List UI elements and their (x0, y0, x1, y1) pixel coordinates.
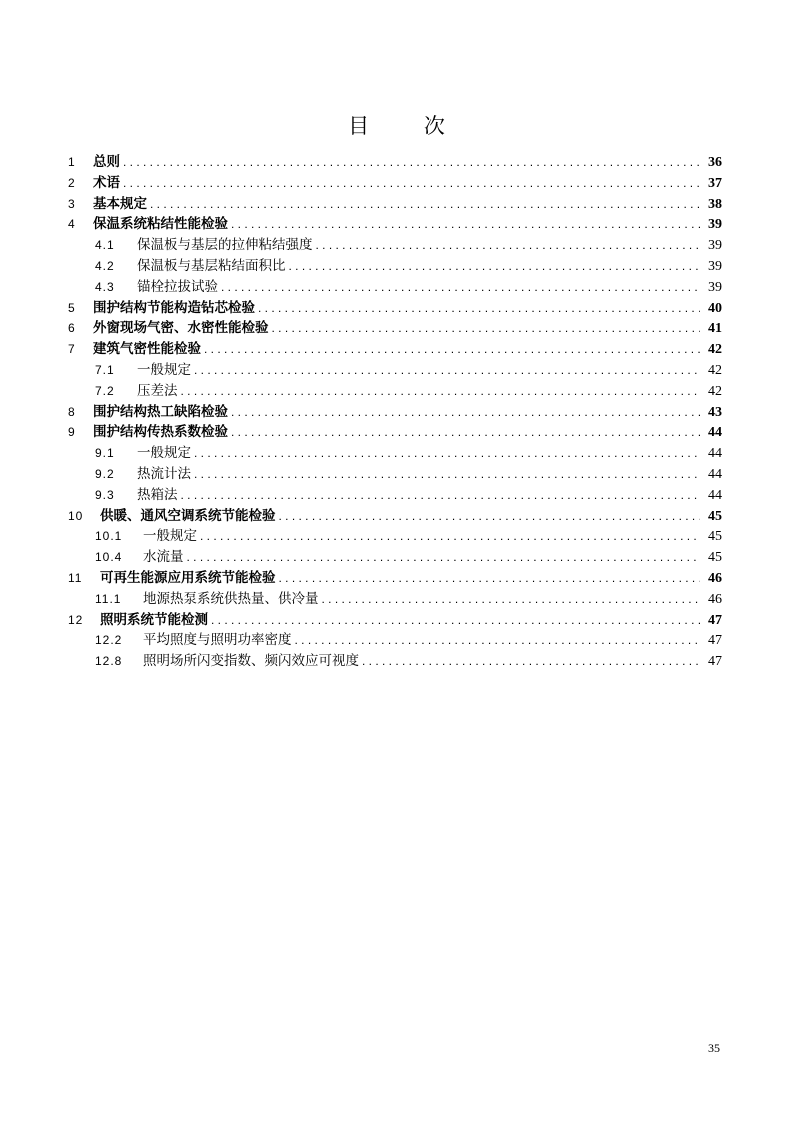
toc-entry[interactable] (68, 339, 722, 360)
dot-leader (194, 360, 700, 381)
toc-entry[interactable] (68, 422, 722, 443)
toc-entry-number: 11 (68, 570, 83, 585)
toc-subentry[interactable] (68, 235, 722, 256)
toc-subentry[interactable] (68, 256, 722, 277)
toc-entry-label: 保温板与基层的拉伸粘结强度 (137, 237, 313, 254)
toc-entry-number: 7.2 (95, 383, 115, 398)
page-title: 目 次 (348, 114, 469, 138)
toc-entry-number: 10.1 (95, 529, 123, 544)
toc-entry[interactable] (68, 506, 722, 527)
toc-subentry[interactable] (68, 589, 722, 610)
toc-entry-page: 44 (708, 446, 722, 462)
toc-entry-label: 一般规定 (137, 361, 191, 378)
toc-entry-number: 4 (68, 217, 76, 232)
toc-entry-number: 4.2 (95, 258, 115, 273)
toc-entry-number: 10 (68, 508, 84, 523)
toc-entry-label: 可再生能源应用系统节能检验 (100, 569, 276, 586)
toc-subentry[interactable] (68, 464, 722, 485)
dot-leader (194, 464, 700, 485)
toc-entry-number: 4.1 (95, 238, 115, 253)
toc-entry-page: 47 (708, 633, 722, 649)
toc-entry-label: 建筑气密性能检验 (93, 341, 201, 358)
dot-leader (181, 485, 701, 506)
toc-subentry[interactable] (68, 547, 722, 568)
dot-leader (289, 256, 701, 277)
dot-leader (150, 194, 700, 215)
toc-entry-label: 热箱法 (137, 486, 178, 503)
toc-entry-label: 外窗现场气密、水密性能检验 (93, 320, 269, 337)
toc-entry-number: 7.1 (95, 362, 115, 377)
toc-entry-page: 37 (708, 175, 722, 191)
toc-entry-page: 41 (708, 321, 722, 337)
dot-leader (200, 526, 700, 547)
toc-entry-number: 9.2 (95, 466, 115, 481)
dot-leader (362, 651, 700, 672)
toc-entry-page: 44 (708, 487, 722, 503)
toc-entry-label: 地源热泵系统供热量、供冷量 (143, 590, 319, 607)
toc-entry-page: 47 (708, 654, 722, 670)
toc-entry[interactable] (68, 298, 722, 319)
toc-entry-number: 5 (68, 300, 76, 315)
toc-entry-number: 9.3 (95, 487, 115, 502)
toc-entry-page: 45 (708, 508, 722, 524)
toc-entry-label: 照明场所闪变指数、频闪效应可视度 (143, 653, 359, 670)
toc-entry-number: 12.8 (95, 654, 123, 669)
toc-entry-page: 39 (708, 217, 722, 233)
toc-entry-page: 47 (708, 612, 722, 628)
toc-entry-number: 3 (68, 196, 76, 211)
toc-entry-number: 4.3 (95, 279, 115, 294)
toc-entry-label: 围护结构传热系数检验 (93, 424, 228, 441)
toc-entry-page: 44 (708, 425, 722, 441)
toc-entry-label: 热流计法 (137, 465, 191, 482)
toc-entry[interactable] (68, 152, 722, 173)
toc-entry-number: 1 (68, 155, 76, 169)
page-number: 35 (708, 1041, 720, 1055)
toc-entry-label: 围护结构热工缺陷检验 (93, 403, 228, 420)
dot-leader (231, 214, 700, 235)
table-of-contents (68, 152, 722, 672)
toc-entry-label: 锚栓拉拔试验 (137, 278, 218, 295)
dot-leader (258, 298, 700, 319)
toc-entry-page: 39 (708, 279, 722, 295)
dot-leader (194, 443, 700, 464)
toc-subentry[interactable] (68, 381, 722, 402)
toc-entry-label: 一般规定 (143, 528, 197, 545)
toc-subentry[interactable] (68, 630, 722, 651)
toc-entry-label: 术语 (93, 174, 120, 191)
toc-entry-number: 7 (68, 342, 76, 357)
toc-entry-number: 2 (68, 175, 76, 190)
toc-entry-label: 保温系统粘结性能检验 (93, 216, 228, 233)
toc-entry-label: 水流量 (143, 549, 184, 566)
toc-entry-label: 压差法 (137, 382, 178, 399)
toc-entry-label: 总则 (93, 154, 120, 170)
toc-entry[interactable] (68, 214, 722, 235)
dot-leader (123, 173, 700, 194)
toc-entry[interactable] (68, 194, 722, 215)
toc-entry-page: 42 (708, 342, 722, 358)
toc-subentry[interactable] (68, 360, 722, 381)
toc-subentry[interactable] (68, 526, 722, 547)
toc-entry[interactable] (68, 318, 722, 339)
toc-entry-label: 供暖、通风空调系统节能检验 (100, 507, 276, 524)
dot-leader (181, 381, 701, 402)
toc-entry-page: 45 (708, 550, 722, 566)
dot-leader (279, 568, 701, 589)
dot-leader (221, 277, 700, 298)
toc-entry-page: 46 (708, 570, 722, 586)
toc-entry-page: 38 (708, 196, 722, 212)
toc-entry-label: 照明系统节能检测 (100, 611, 208, 628)
dot-leader (279, 506, 701, 527)
toc-entry-label: 平均照度与照明功率密度 (143, 632, 292, 649)
toc-entry-number: 9.1 (95, 446, 115, 461)
dot-leader (231, 422, 700, 443)
toc-entry-page: 42 (708, 362, 722, 378)
toc-entry-page: 46 (708, 591, 722, 607)
toc-entry-number: 9 (68, 425, 76, 440)
toc-subentry[interactable] (68, 443, 722, 464)
toc-entry-page: 39 (708, 238, 722, 254)
dot-leader (211, 610, 700, 631)
dot-leader (295, 630, 701, 651)
toc-entry-page: 39 (708, 258, 722, 274)
toc-entry-page: 36 (708, 155, 722, 170)
dot-leader (187, 547, 701, 568)
toc-entry-number: 11.1 (95, 591, 122, 606)
dot-leader (204, 339, 700, 360)
dot-leader (123, 152, 700, 173)
toc-entry-label: 一般规定 (137, 445, 191, 462)
dot-leader (231, 402, 700, 423)
dot-leader (316, 235, 701, 256)
toc-entry-number: 10.4 (95, 550, 123, 565)
toc-entry-page: 43 (708, 404, 722, 420)
toc-entry-page: 45 (708, 529, 722, 545)
toc-entry[interactable] (68, 402, 722, 423)
toc-entry[interactable] (68, 173, 722, 194)
toc-entry[interactable] (68, 568, 722, 589)
toc-entry-label: 围护结构节能构造钻芯检验 (93, 299, 255, 316)
toc-entry-number: 8 (68, 404, 76, 419)
toc-entry-number: 12.2 (95, 633, 123, 648)
toc-entry[interactable] (68, 610, 722, 631)
toc-entry-number: 12 (68, 612, 84, 627)
dot-leader (322, 589, 701, 610)
toc-entry-number: 6 (68, 321, 76, 336)
dot-leader (272, 318, 701, 339)
toc-entry-label: 基本规定 (93, 195, 147, 212)
toc-entry-page: 44 (708, 466, 722, 482)
toc-entry-label: 保温板与基层粘结面积比 (137, 257, 286, 274)
toc-entry-page: 42 (708, 383, 722, 399)
toc-entry-page: 40 (708, 300, 722, 316)
toc-subentry[interactable] (68, 485, 722, 506)
toc-subentry[interactable] (68, 277, 722, 298)
toc-subentry[interactable] (68, 651, 722, 672)
